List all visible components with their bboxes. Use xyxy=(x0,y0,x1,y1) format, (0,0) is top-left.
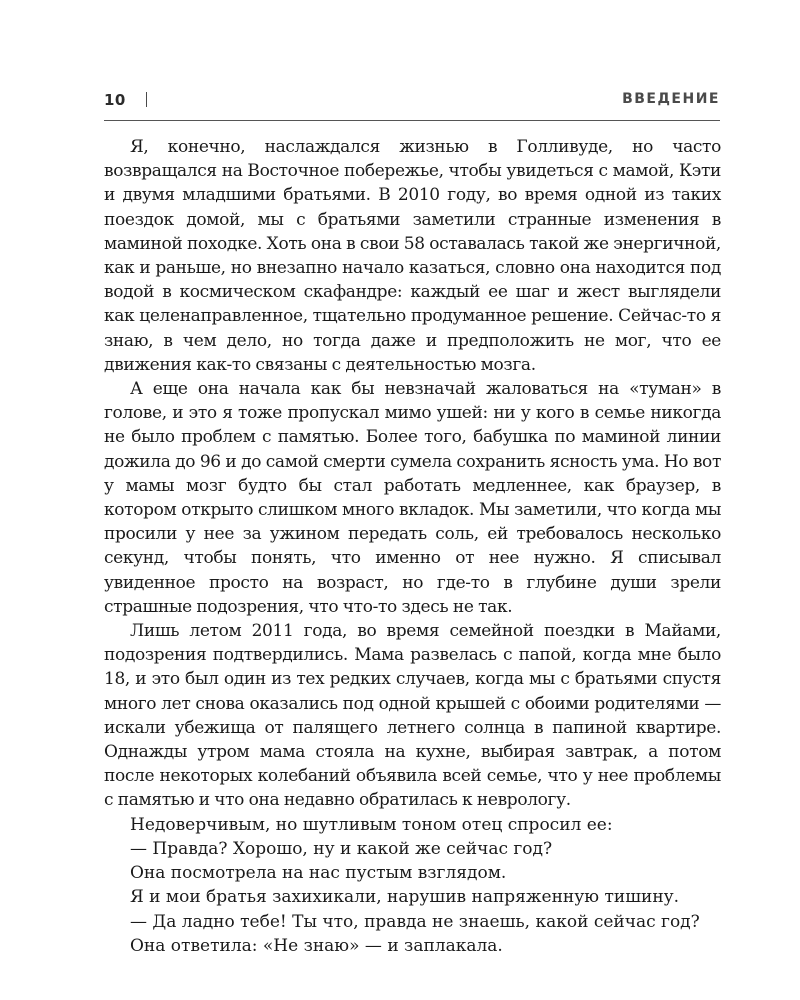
header-rule xyxy=(104,120,720,121)
paragraph: — Правда? Хорошо, ну и какой же сейчас год? xyxy=(130,838,553,859)
body-text xyxy=(104,135,721,958)
paragraph: Она посмотрела на нас пустым взглядом. xyxy=(130,863,507,884)
section-title: ВВЕДЕНИЕ xyxy=(622,91,720,107)
paragraph: Я и мои братья захихикали, нарушив напряженную тишину. xyxy=(130,887,680,908)
running-header xyxy=(104,86,720,116)
paragraph: — Да ладно тебе! Ты что, правда не знаешь, какой сейчас год? xyxy=(130,911,700,932)
paragraph: Недоверчивым, но шутливым тоном отец спросил ее: xyxy=(130,814,613,835)
paragraph: А еще она начала как бы невзначай жаловаться на «туман» в голове, и это я тоже пропускал мимо ушей: ни у кого в семье никогда не было проблем с памятью. Более того, бабушка по маминой линии дожила до 96 и до самой смерти сумела сохранить ясность ума. Но вот у мамы мозг будто бы стал работать медленнее, как браузер, в котором открыто слишком много вкладок. Мы заметили, что когда мы просили у нее за ужином передать соль, ей требовалось несколько секунд, чтобы понять, что именно от нее нужно. Я списывал увиденное просто на возраст, но где-то в глубине души зрели страшные подозрения, что что-то здесь не так. xyxy=(104,379,721,617)
header-separator xyxy=(146,92,147,107)
page-number: 10 xyxy=(104,91,126,109)
paragraph: Я, конечно, наслаждался жизнью в Голливуде, но часто возвращался на Восточное побережье, чтобы увидеться с мамой, Кэти и двумя младшими братьями. В 2010 году, во время одной из таких поездок домой, мы с братьями заметили странные изменения в маминой походке. Хоть она в свои 58 оставалась такой же энергичной, как и раньше, но внезапно начало казаться, словно она находится под водой в космическом скафандре: каждый ее шаг и жест выглядели как целенаправленное, тщательно продуманное решение. Сейчас-то я знаю, в чем дело, но тогда даже и предположить не мог, что ее движения как-то связаны с деятельностью мозга. xyxy=(104,137,721,375)
paragraph: Она ответила: «Не знаю» — и заплакала. xyxy=(130,935,503,956)
paragraph: Лишь летом 2011 года, во время семейной поездки в Майами, подозрения подтвердились. Мама развелась с папой, когда мне было 18, и это был один из тех редких случаев, когда мы с братьями спустя много лет снова оказались под одной крышей с обоими родителями — искали убежища от палящего летнего солнца в папиной квартире. Однажды утром мама стояла на кухне, выбирая завтрак, а потом после некоторых колебаний объявила всей семье, что у нее проблемы с памятью и что она недавно обратилась к неврологу. xyxy=(104,621,721,811)
